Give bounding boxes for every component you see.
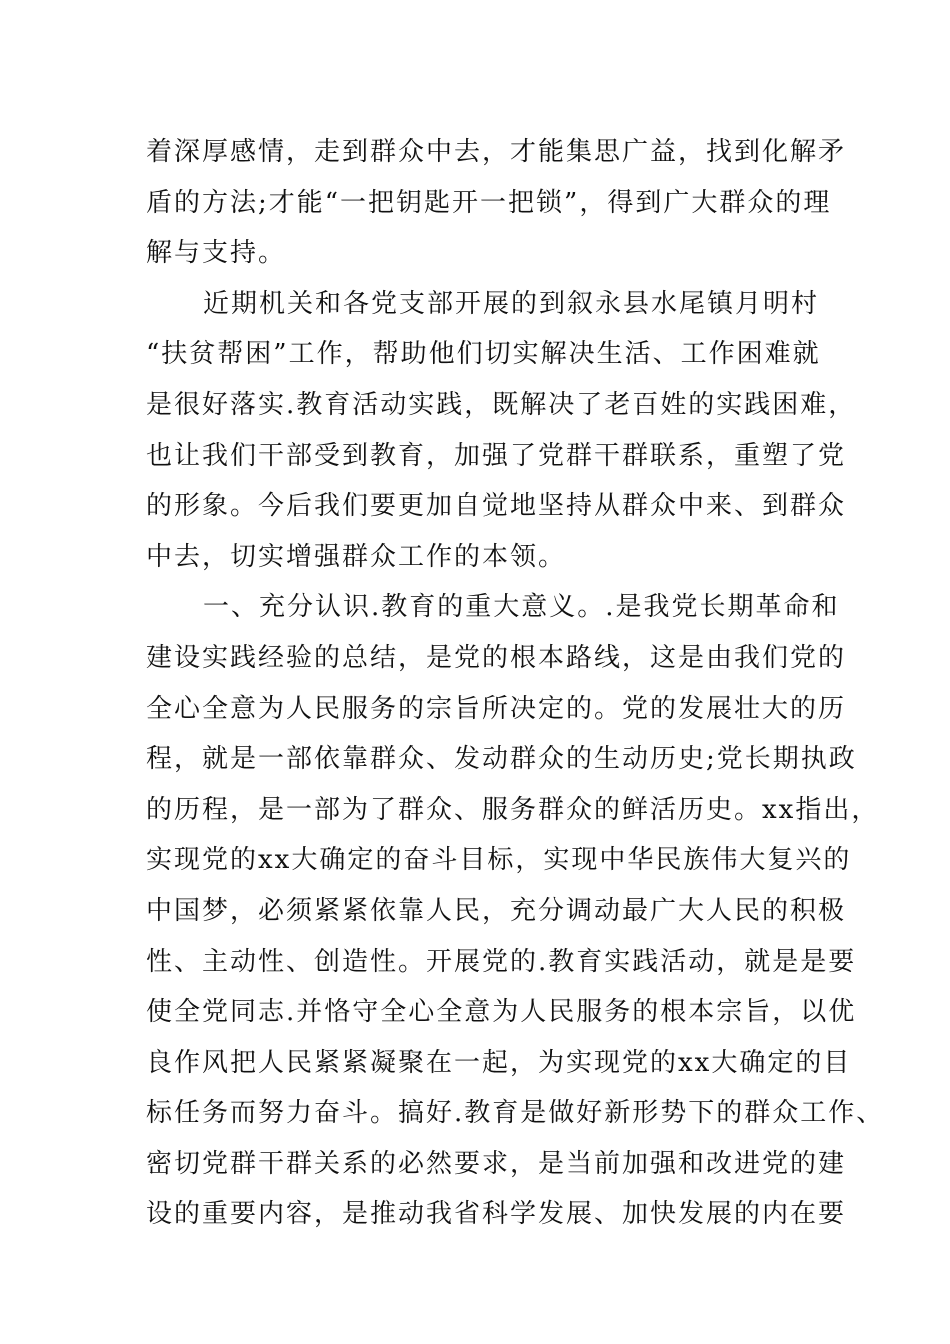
text-line: 的形象。今后我们要更加自觉地坚持从群众中来、到群众 bbox=[146, 491, 847, 522]
text-line: 良作风把人民紧紧凝聚在一起，为实现党的xx大确定的目 bbox=[146, 1047, 852, 1078]
text-line: 着深厚感情，走到群众中去，才能集思广益，找到化解矛 bbox=[146, 137, 847, 167]
paragraph-first-line: 一、充分认识.教育的重大意义。.是我党长期革命和 bbox=[203, 592, 840, 623]
text-line: 设的重要内容，是推动我省科学发展、加快发展的内在要 bbox=[146, 1199, 847, 1230]
text-line: 性、主动性、创造性。开展党的.教育实践活动，就是是要 bbox=[146, 946, 857, 977]
text-line: 标任务而努力奋斗。搞好.教育是做好新形势下的群众工作、 bbox=[146, 1098, 885, 1129]
text-line: 解与支持。 bbox=[146, 238, 287, 269]
paragraph-first-line: 近期机关和各党支部开展的到叙永县水尾镇月明村 bbox=[203, 288, 820, 319]
text-line: 使全党同志.并恪守全心全意为人民服务的根本宗旨，以优 bbox=[146, 997, 857, 1028]
document-body bbox=[146, 127, 885, 1240]
text-line: 是很好落实.教育活动实践，既解决了老百姓的实践困难， bbox=[146, 389, 857, 420]
text-line: 中国梦，必须紧紧依靠人民，充分调动最广大人民的积极 bbox=[146, 895, 847, 926]
text-line: 也让我们干部受到教育，加强了党群干群联系，重塑了党 bbox=[146, 440, 847, 471]
text-line: 程，就是一部依靠群众、发动群众的生动历史;党长期执政 bbox=[146, 744, 857, 775]
text-line: 的历程，是一部为了群众、服务群众的鲜活历史。xx指出， bbox=[146, 794, 880, 825]
text-line: 密切党群干群关系的必然要求，是当前加强和改进党的建 bbox=[146, 1148, 847, 1179]
text-line: 全心全意为人民服务的宗旨所决定的。党的发展壮大的历 bbox=[146, 693, 847, 724]
text-line: 建设实践经验的总结，是党的根本路线，这是由我们党的 bbox=[146, 642, 847, 673]
text-line: 中去，切实增强群众工作的本领。 bbox=[146, 541, 567, 572]
text-line: 实现党的xx大确定的奋斗目标，实现中华民族伟大复兴的 bbox=[146, 845, 852, 876]
text-line: 盾的方法;才能“一把钥匙开一把锁”，得到广大群众的理 bbox=[146, 187, 832, 218]
text-line: “扶贫帮困”工作，帮助他们切实解决生活、工作困难就 bbox=[146, 339, 821, 370]
